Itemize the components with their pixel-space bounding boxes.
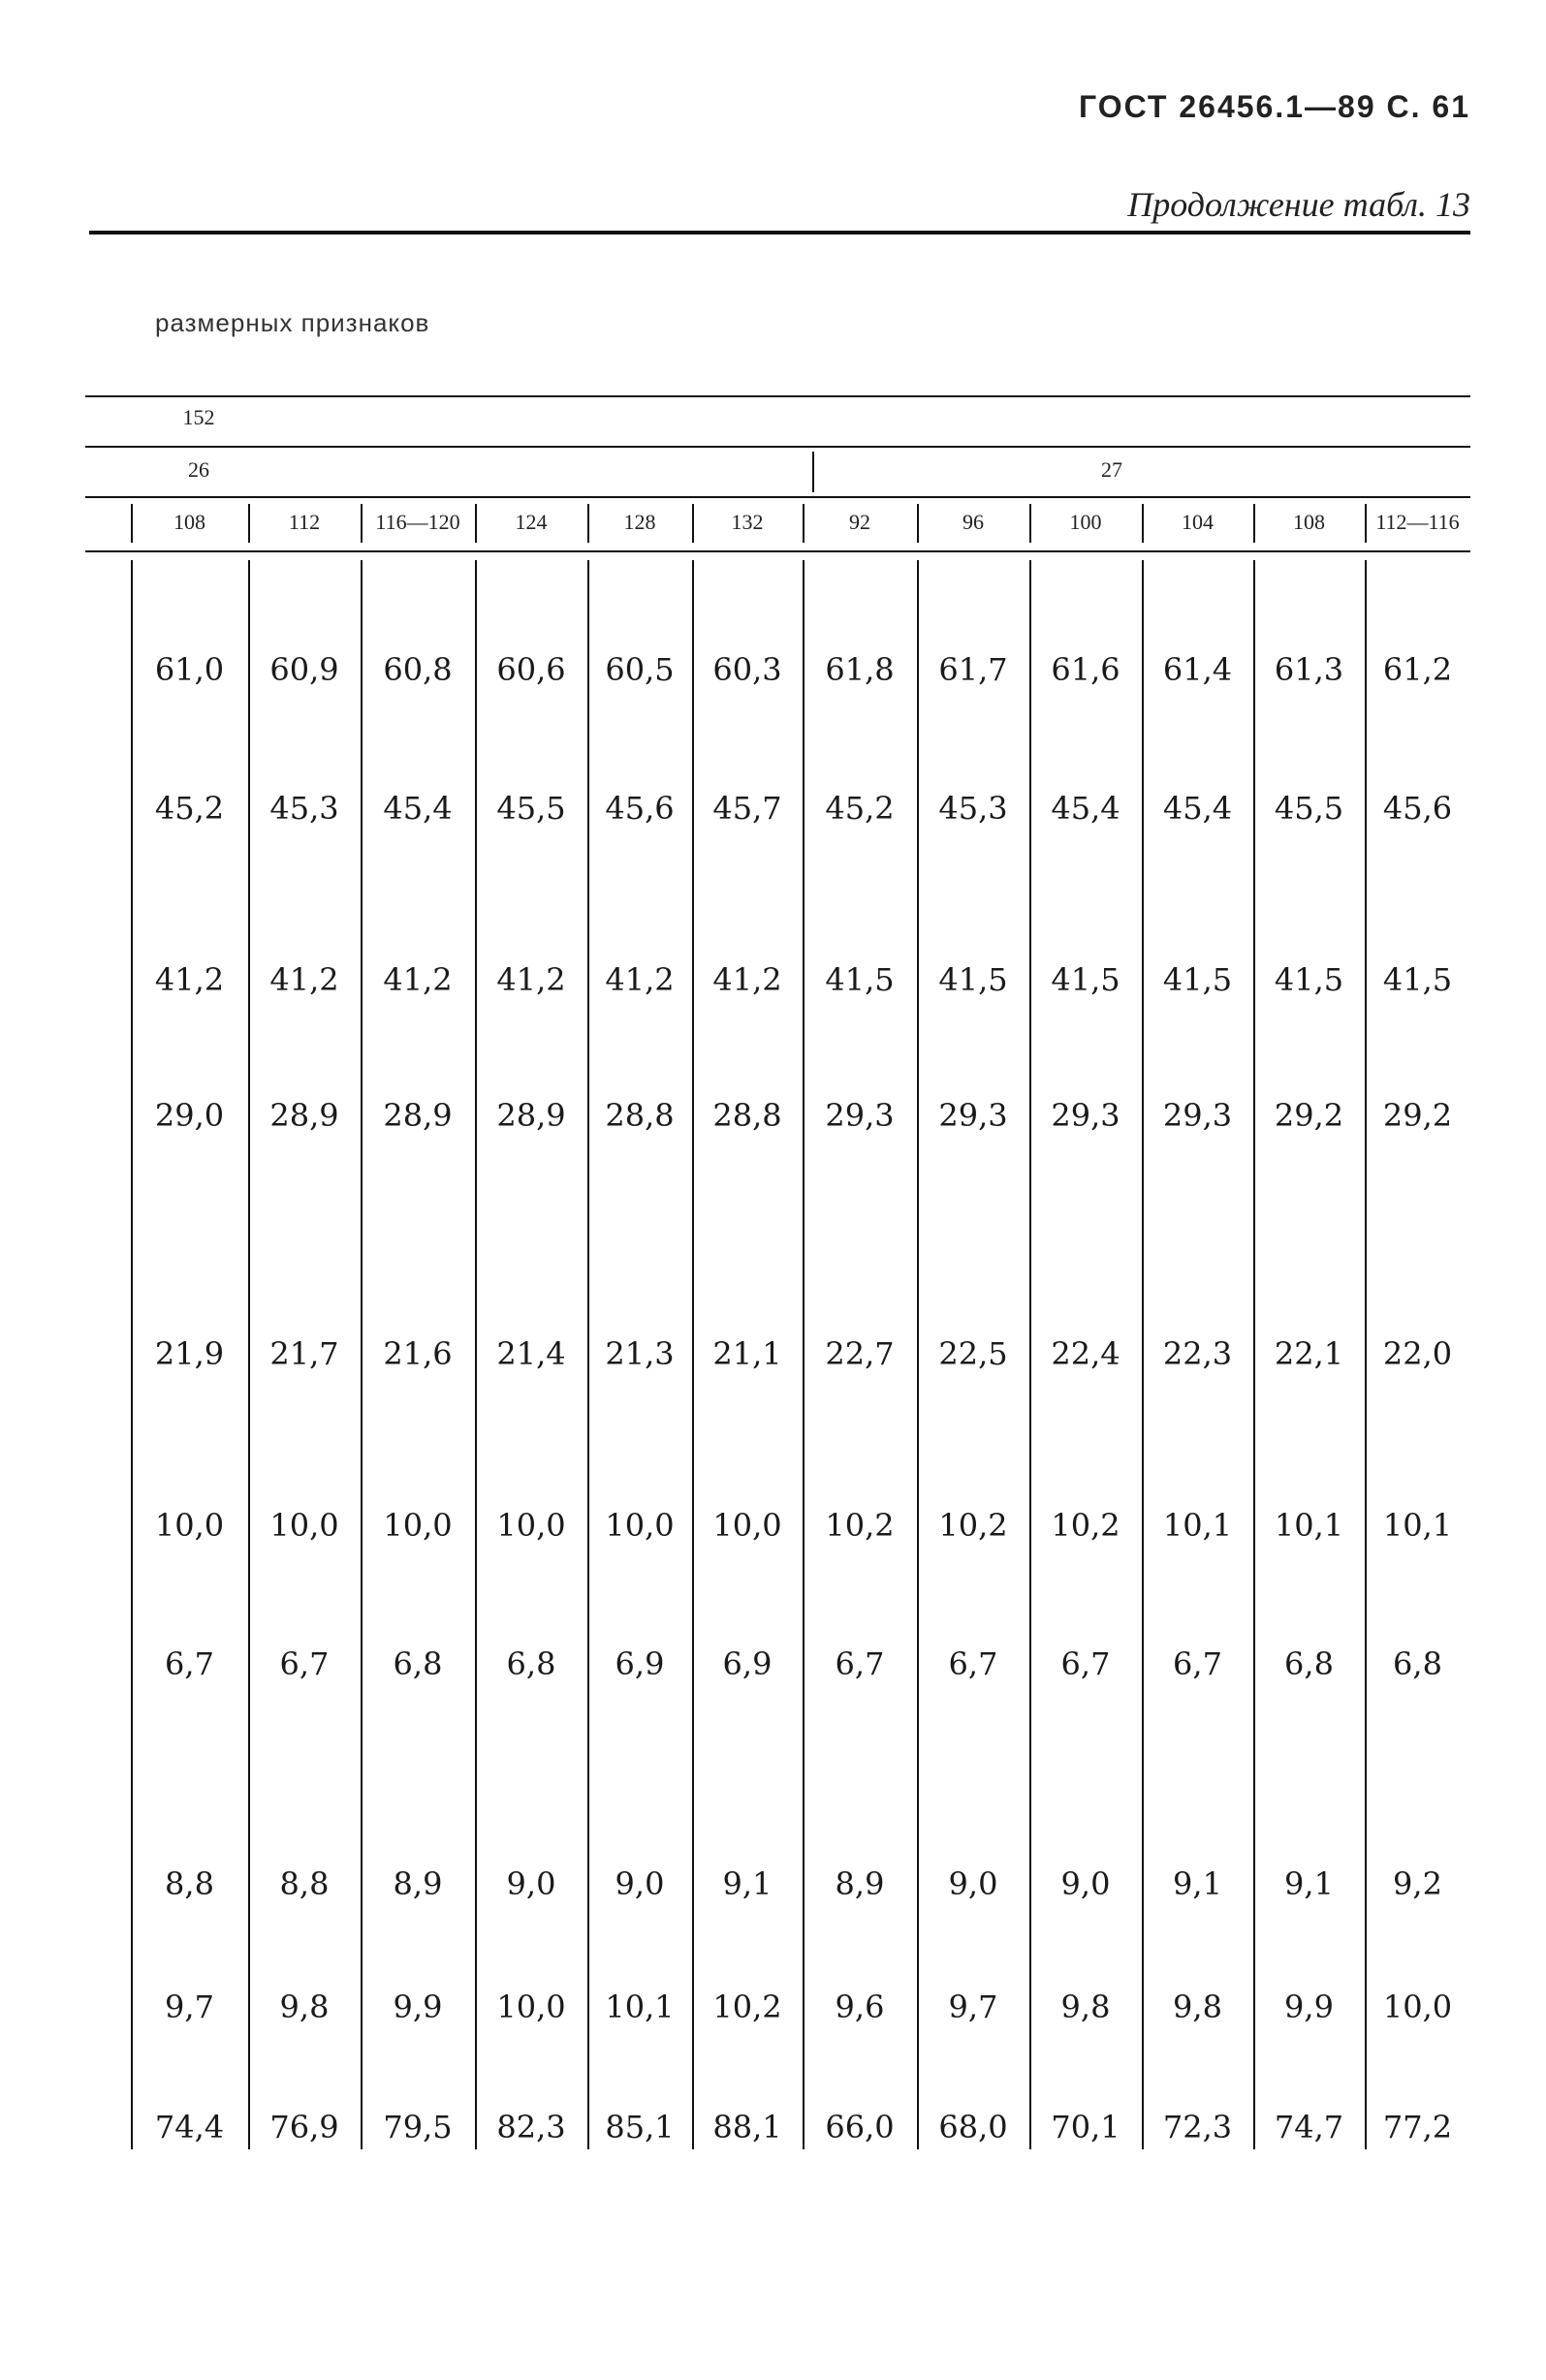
table-cell: 6,7 [1060,1645,1111,1682]
column-header-divider [803,504,805,543]
table-cell: 10,0 [1382,1989,1453,2025]
table-cell: 66,0 [825,2109,895,2145]
table-cell: 61,6 [1051,651,1120,688]
column-header-divider [587,504,589,543]
column-header-divider [475,504,477,543]
table-cell: 45,4 [1051,790,1120,827]
table-cell: 10,2 [712,1989,782,2025]
table-cell: 41,5 [938,961,1008,998]
table-cell: 45,3 [938,790,1008,827]
table-cell: 68,0 [938,2109,1008,2145]
subgroup-label-27: 27 [1101,457,1122,482]
table-cell: 45,6 [1382,790,1453,827]
table-cell: 29,3 [938,1097,1008,1134]
table-continuation-caption: Продолжение табл. 13 [1127,185,1470,224]
table-cell: 60,5 [605,651,675,688]
table-cell: 21,1 [712,1335,782,1372]
table-cell: 61,2 [1382,651,1453,688]
table-cell: 45,2 [154,790,225,827]
table-cell: 41,2 [496,961,566,998]
table-cell: 41,5 [825,961,895,998]
column-header: 96 [962,510,984,534]
table-cell: 9,0 [948,1865,998,1902]
table-cell: 22,3 [1162,1335,1233,1372]
table-cell: 9,9 [1284,1989,1334,2025]
column-header: 116—120 [375,510,460,534]
table-cell: 9,0 [506,1865,556,1902]
table-cell: 85,1 [605,2109,675,2145]
table-cell: 6,9 [722,1645,773,1682]
table-cell: 72,3 [1162,2109,1233,2145]
subgroup-label-26: 26 [188,457,209,482]
table-cell: 22,1 [1274,1335,1344,1372]
column-header: 128 [623,510,656,534]
table-cell: 10,1 [1162,1507,1233,1544]
table-cell: 6,7 [835,1645,885,1682]
column-header: 104 [1182,510,1214,534]
table-cell: 74,4 [154,2109,225,2145]
column-header-divider [1365,504,1367,543]
table-cell: 41,2 [712,961,782,998]
table-cell: 41,5 [1051,961,1120,998]
table-cell: 29,2 [1382,1097,1453,1134]
table-cell: 60,3 [712,651,782,688]
column-header-divider [1253,504,1255,543]
table-cell: 76,9 [269,2109,339,2145]
table-cell: 41,5 [1382,961,1453,998]
column-header-divider [361,504,363,543]
column-header: 100 [1069,510,1102,534]
table-cell: 8,8 [165,1865,214,1902]
table-cell: 28,9 [383,1097,453,1134]
column-header: 112 [288,510,321,534]
column-header-divider [1029,504,1031,543]
table-cell: 45,5 [1274,790,1344,827]
table-cell: 29,0 [154,1097,225,1134]
table-cell: 60,8 [383,651,453,688]
table-cell: 22,7 [825,1335,895,1372]
table-cell: 9,1 [1284,1865,1334,1902]
table-cell: 41,5 [1162,961,1233,998]
table-cell: 6,8 [1284,1645,1334,1682]
subgroup-rule [85,496,1470,498]
table-cell: 61,8 [825,651,895,688]
table-cell: 22,4 [1051,1335,1120,1372]
table-cell: 29,3 [1051,1097,1120,1134]
table-cell: 9,8 [1173,1989,1222,2025]
table-cell: 28,8 [605,1097,675,1134]
table-cell: 61,3 [1274,651,1344,688]
table-cell: 79,5 [383,2109,453,2145]
table-cell: 45,4 [1162,790,1233,827]
table-cell: 9,7 [165,1989,214,2025]
table-cell: 9,0 [615,1865,665,1902]
table-cell: 45,3 [269,790,339,827]
table-cell: 41,5 [1274,961,1344,998]
table-cell: 10,2 [938,1507,1008,1544]
table-cell: 9,6 [835,1989,885,2025]
table-cell: 10,0 [496,1507,566,1544]
table-cell: 21,9 [154,1335,225,1372]
table-cell: 10,0 [154,1507,225,1544]
table-cell: 22,0 [1382,1335,1453,1372]
table-cell: 9,7 [948,1989,998,2025]
table-cell: 10,0 [496,1989,566,2025]
column-header: 132 [731,510,764,534]
column-header-divider [1142,504,1144,543]
table-cell: 41,2 [154,961,225,998]
column-header: 108 [174,510,205,534]
table-cell: 45,6 [605,790,675,827]
table-cell: 45,4 [383,790,453,827]
table-cell: 9,2 [1393,1865,1442,1902]
table-cell: 61,4 [1162,651,1233,688]
table-cell: 41,2 [383,961,453,998]
table-cell: 70,1 [1051,2109,1120,2145]
table-cell: 28,9 [269,1097,339,1134]
table-cell: 6,9 [615,1645,665,1682]
column-header: 112—116 [1375,510,1460,534]
table-cell: 60,6 [496,651,566,688]
column-header-rule [85,550,1470,552]
table-cell: 9,8 [279,1989,330,2025]
table-top-rule [85,395,1470,397]
table-cell: 41,2 [269,961,339,998]
table-cell: 9,1 [1173,1865,1222,1902]
page-header-standard: ГОСТ 26456.1—89 С. 61 [1079,89,1470,124]
table-cell: 6,7 [165,1645,214,1682]
table-cell: 21,3 [605,1335,675,1372]
table-cell: 8,9 [835,1865,885,1902]
table-cell: 60,9 [269,651,339,688]
table-cell: 21,6 [383,1335,453,1372]
table-cell: 88,1 [712,2109,782,2145]
table-cell: 29,3 [825,1097,895,1134]
table-cell: 45,2 [825,790,895,827]
table-cell: 8,9 [393,1865,443,1902]
table-cell: 6,8 [393,1645,443,1682]
table-cell: 9,9 [393,1989,443,2025]
table-cell: 9,0 [1060,1865,1111,1902]
table-cell: 28,9 [496,1097,566,1134]
header-rule [89,231,1470,235]
table-cell: 45,7 [712,790,782,827]
table-cell: 41,2 [605,961,675,998]
table-cell: 22,5 [938,1335,1008,1372]
table-cell: 10,2 [825,1507,895,1544]
table-cell: 28,8 [712,1097,782,1134]
table-cell: 6,8 [506,1645,556,1682]
table-cell: 6,7 [279,1645,330,1682]
table-cell: 9,8 [1060,1989,1111,2025]
table-cell: 21,4 [496,1335,566,1372]
table-cell: 6,7 [1173,1645,1222,1682]
table-cell: 21,7 [269,1335,339,1372]
table-cell: 9,1 [722,1865,773,1902]
column-header-divider [131,504,133,543]
column-header-divider [248,504,250,543]
table-cell: 10,0 [605,1507,675,1544]
table-cell: 8,8 [279,1865,330,1902]
table-cell: 6,7 [948,1645,998,1682]
subgroup-divider [812,452,814,492]
column-header: 124 [515,510,548,534]
table-subtitle: размерных признаков [155,308,430,337]
table-cell: 10,1 [1382,1507,1453,1544]
column-header-divider [692,504,694,543]
table-cell: 61,0 [154,651,225,688]
table-cell: 10,1 [605,1989,675,2025]
table-cell: 74,7 [1274,2109,1344,2145]
table-cell: 10,2 [1051,1507,1120,1544]
table-cell: 10,0 [383,1507,453,1544]
table-cell: 61,7 [938,651,1008,688]
group-label: 152 [182,405,215,429]
table-cell: 29,2 [1274,1097,1344,1134]
table-cell: 45,5 [496,790,566,827]
table-cell: 77,2 [1382,2109,1453,2145]
table-cell: 10,0 [712,1507,782,1544]
table-cell: 10,1 [1274,1507,1344,1544]
table-cell: 29,3 [1162,1097,1233,1134]
column-header: 92 [849,510,870,534]
group-rule [85,446,1470,448]
table-cell: 82,3 [496,2109,566,2145]
table-cell: 10,0 [269,1507,339,1544]
column-header: 108 [1293,510,1325,534]
column-header-divider [917,504,919,543]
table-cell: 6,8 [1393,1645,1442,1682]
